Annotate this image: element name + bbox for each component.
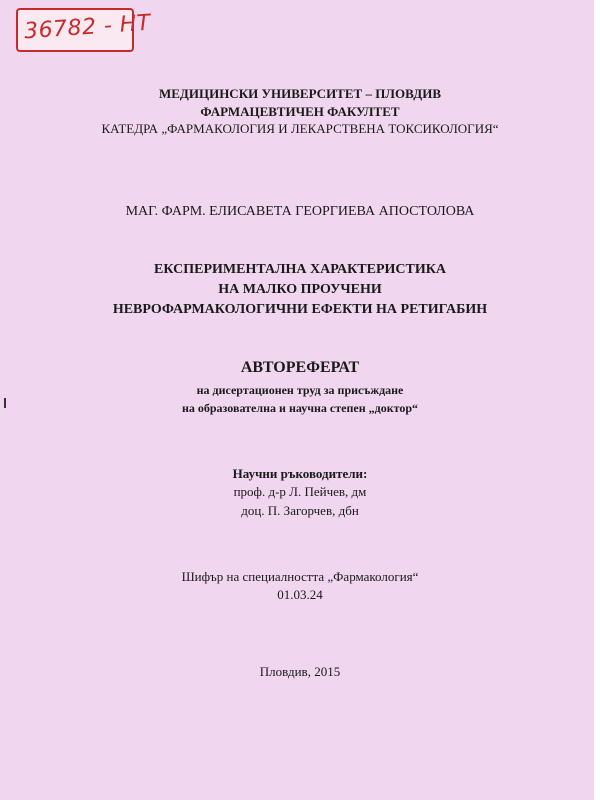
scan-edge (594, 0, 600, 800)
title-line-2: НА МАЛКО ПРОУЧЕНИ (218, 282, 382, 297)
doc-type-line-2: на образователна и научна степен „доктор“ (181, 401, 419, 415)
supervisors-heading: Научни ръководители: (232, 466, 368, 481)
doc-type-heading: АВТОРЕФЕРАТ (240, 359, 360, 376)
title-line-3: НЕВРОФАРМАКОЛОГИЧНИ ЕФЕКТИ НА РЕТИГАБИН (112, 302, 488, 317)
archive-stamp (16, 8, 152, 52)
department-name: КАТЕДРА „ФАРМАКОЛОГИЯ И ЛЕКАРСТВЕНА ТОКСИКОЛОГИЯ“ (101, 121, 499, 136)
university-name: МЕДИЦИНСКИ УНИВЕРСИТЕТ – ПЛОВДИВ (158, 86, 442, 101)
doc-type-line-1: на дисертационен труд за присъждане (196, 383, 404, 397)
stamp-number: 36782 - НТ (23, 10, 152, 45)
title-line-1: ЕКСПЕРИМЕНТАЛНА ХАРАКТЕРИСТИКА (153, 262, 446, 277)
supervisor-1: проф. д-р Л. Пейчев, дм (233, 484, 367, 499)
specialty-code: 01.03.24 (277, 587, 323, 602)
margin-mark (4, 398, 6, 408)
specialty-label: Шифър на специалността „Фармакология“ (181, 569, 419, 584)
author-name: МАГ. ФАРМ. ЕЛИСАВЕТА ГЕОРГИЕВА АПОСТОЛОВА (125, 204, 475, 219)
faculty-name: ФАРМАЦЕВТИЧЕН ФАКУЛТЕТ (200, 104, 400, 119)
place-year: Пловдив, 2015 (259, 664, 341, 679)
supervisor-2: доц. П. Загорчев, дбн (241, 503, 359, 518)
